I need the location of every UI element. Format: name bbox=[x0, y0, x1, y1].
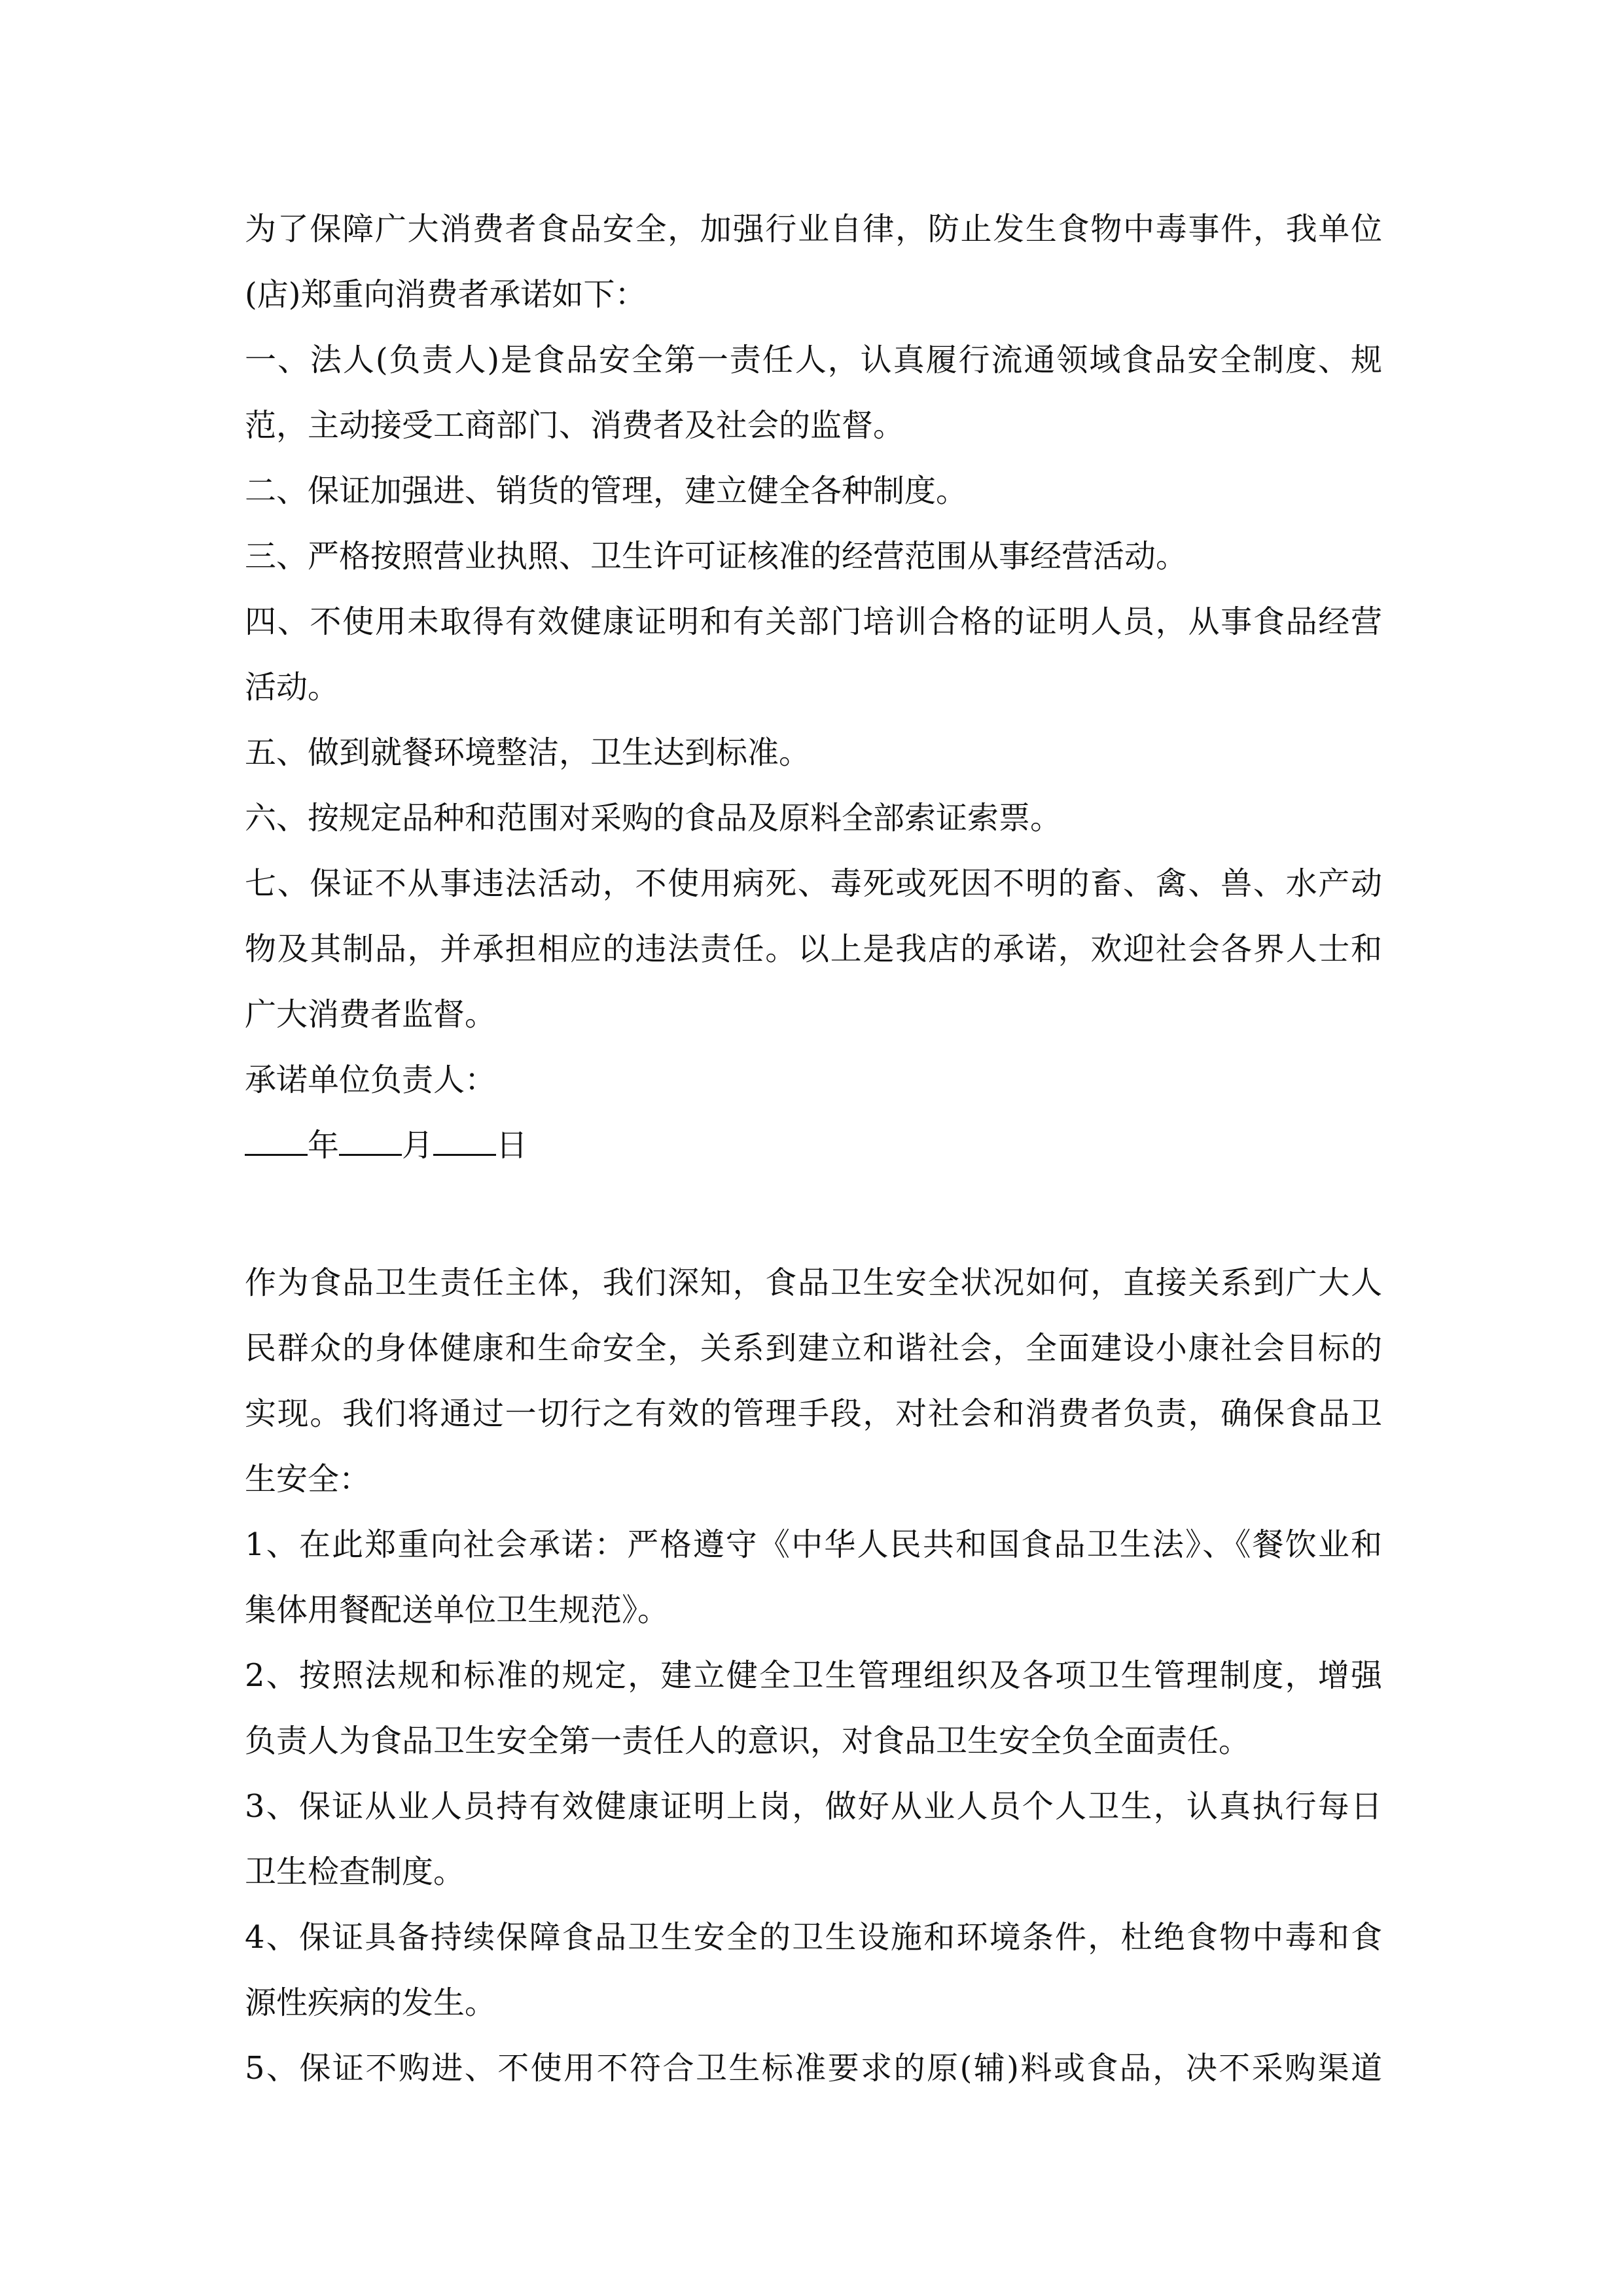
text-line: 活动。 bbox=[245, 669, 340, 706]
commitment-section-1 bbox=[245, 196, 1382, 1178]
text-line: 四、不使用未取得有效健康证明和有关部门培训合格的证明人员，从事食品经营 bbox=[245, 603, 1382, 640]
section2-item-3 bbox=[245, 1774, 1382, 1905]
text-line: 为了保障广大消费者食品安全，加强行业自律，防止发生食物中毒事件，我单位 bbox=[245, 211, 1382, 247]
text-line: 民群众的身体健康和生命安全，关系到建立和谐社会，全面建设小康社会目标的 bbox=[245, 1330, 1382, 1367]
text-line: 5、保证不购进、不使用不符合卫生标准要求的原(辅)料或食品，决不采购渠道 bbox=[245, 2050, 1382, 2087]
section1-item-5 bbox=[245, 720, 1382, 785]
year-blank bbox=[245, 1115, 308, 1156]
month-label: 月 bbox=[402, 1127, 434, 1164]
text-line: 1、在此郑重向社会承诺：严格遵守《中华人民共和国食品卫生法》、《餐饮业和 bbox=[245, 1526, 1382, 1563]
year-label: 年 bbox=[308, 1127, 340, 1164]
text-line: 卫生检查制度。 bbox=[245, 1854, 465, 1890]
text-line: 生安全： bbox=[245, 1461, 371, 1498]
section1-item-3 bbox=[245, 524, 1382, 589]
text-line: 七、保证不从事违法活动，不使用病死、毒死或死因不明的畜、禽、兽、水产动 bbox=[245, 865, 1382, 902]
section2-item-2 bbox=[245, 1643, 1382, 1774]
section1-item-1 bbox=[245, 327, 1382, 458]
section2-item-4 bbox=[245, 1905, 1382, 2036]
text-line: 广大消费者监督。 bbox=[245, 996, 497, 1033]
section-gap bbox=[245, 1178, 1382, 1250]
text-line: 范，主动接受工商部门、消费者及社会的监督。 bbox=[245, 407, 905, 444]
section1-item-2 bbox=[245, 458, 1382, 524]
signature-label: 承诺单位负责人： bbox=[245, 1062, 497, 1098]
section2-item-1 bbox=[245, 1512, 1382, 1643]
text-line: 源性疾病的发生。 bbox=[245, 1984, 497, 2021]
section2-item-5 bbox=[245, 2036, 1382, 2101]
section2-intro bbox=[245, 1250, 1382, 1512]
text-line: 2、按照法规和标准的规定，建立健全卫生管理组织及各项卫生管理制度，增强 bbox=[245, 1657, 1382, 1694]
text-line: 一、法人(负责人)是食品安全第一责任人，认真履行流通领域食品安全制度、规 bbox=[245, 342, 1382, 378]
month-blank bbox=[339, 1115, 402, 1156]
date-line bbox=[245, 1113, 1382, 1178]
text-line: 五、做到就餐环境整洁，卫生达到标准。 bbox=[245, 734, 811, 771]
section1-item-4 bbox=[245, 589, 1382, 720]
signature-block bbox=[245, 1047, 1382, 1178]
day-blank bbox=[433, 1115, 496, 1156]
text-line: 二、保证加强进、销货的管理，建立健全各种制度。 bbox=[245, 473, 968, 509]
text-line: 三、严格按照营业执照、卫生许可证核准的经营范围从事经营活动。 bbox=[245, 538, 1188, 575]
text-line: 作为食品卫生责任主体，我们深知，食品卫生安全状况如何，直接关系到广大人 bbox=[245, 1265, 1382, 1301]
section1-item-7 bbox=[245, 851, 1382, 1047]
commitment-section-2 bbox=[245, 1250, 1382, 2101]
text-line: 3、保证从业人员持有效健康证明上岗，做好从业人员个人卫生，认真执行每日 bbox=[245, 1788, 1382, 1825]
text-line: 实现。我们将通过一切行之有效的管理手段，对社会和消费者负责，确保食品卫 bbox=[245, 1395, 1382, 1432]
section1-intro bbox=[245, 196, 1382, 327]
document-body bbox=[245, 196, 1382, 2101]
day-label: 日 bbox=[496, 1127, 528, 1164]
text-line: 物及其制品，并承担相应的违法责任。以上是我店的承诺，欢迎社会各界人士和 bbox=[245, 931, 1382, 967]
text-line: (店)郑重向消费者承诺如下： bbox=[245, 276, 647, 313]
section1-item-6 bbox=[245, 785, 1382, 851]
text-line: 集体用餐配送单位卫生规范》。 bbox=[245, 1592, 669, 1628]
text-line: 六、按规定品种和范围对采购的食品及原料全部索证索票。 bbox=[245, 800, 1062, 836]
text-line: 负责人为食品卫生安全第一责任人的意识，对食品卫生安全负全面责任。 bbox=[245, 1723, 1251, 1759]
text-line: 4、保证具备持续保障食品卫生安全的卫生设施和环境条件，杜绝食物中毒和食 bbox=[245, 1919, 1382, 1956]
